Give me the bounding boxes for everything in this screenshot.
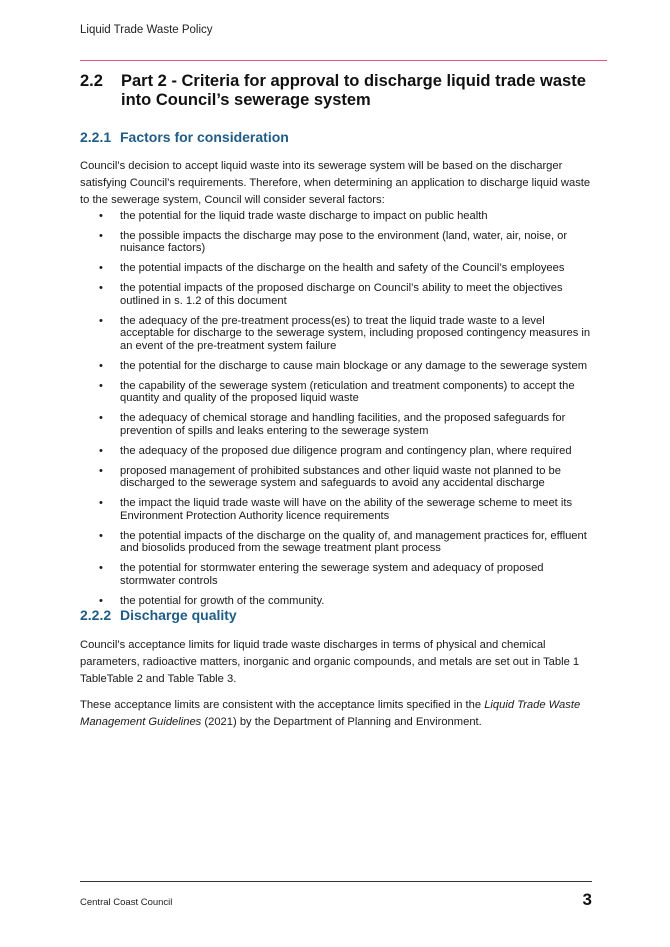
bullet-icon: • bbox=[99, 594, 103, 607]
list-item-text: the adequacy of chemical storage and handling facilities, and the proposed safeguards for prevention of spills and leaks entering to the sewerage system bbox=[120, 412, 566, 437]
list-item-text: the possible impacts the discharge may pose to the environment (land, water, air, noise, or nuisance factors) bbox=[120, 229, 568, 255]
bullet-icon: • bbox=[99, 314, 103, 327]
list-item bbox=[80, 562, 595, 587]
bullet-icon: • bbox=[99, 464, 103, 477]
bullet-icon: • bbox=[99, 262, 103, 275]
list-item-text: the potential for growth of the community. bbox=[120, 594, 325, 607]
quality-paragraph-2-end: (2021) by the Department of Planning and Environment. bbox=[201, 716, 482, 729]
list-item-text: the capability of the sewerage system (reticulation and treatment components) to accept the quantity and quality of the proposed liquid waste bbox=[120, 379, 575, 405]
bullet-icon: • bbox=[99, 529, 103, 542]
quality-heading bbox=[80, 607, 237, 623]
factors-intro: Council’s decision to accept liquid waste into its sewerage system will be based on the discharger satisfying Council’s requirements. Therefore, when determining an application to discharge liquid waste to the sewerage system, Council will consider several factors: bbox=[80, 160, 591, 207]
list-item-text: the impact the liquid trade waste will have on the ability of the sewerage scheme to meet its Environment Protection Authority licence requirements bbox=[120, 497, 573, 522]
header-divider bbox=[80, 60, 607, 61]
quality-title: Discharge quality bbox=[120, 607, 237, 623]
quality-number: 2.2.2 bbox=[80, 607, 112, 623]
section-title: Part 2 - Criteria for approval to discharge liquid trade waste into Council’s sewerage system bbox=[121, 72, 586, 109]
list-item bbox=[80, 262, 595, 275]
list-item bbox=[80, 210, 595, 223]
footer-organisation: Central Coast Council bbox=[80, 897, 173, 908]
list-item-text: the potential for stormwater entering the sewerage system and adequacy of proposed stormwater controls bbox=[120, 562, 544, 587]
quality-paragraph-2-start: These acceptance limits are consistent with the acceptance limits specified in the bbox=[80, 699, 485, 711]
bullet-icon: • bbox=[99, 562, 103, 575]
list-item bbox=[80, 595, 595, 608]
list-item-text: the potential impacts of the discharge on the health and safety of the Council’s employees bbox=[120, 262, 565, 275]
bullet-icon: • bbox=[99, 282, 103, 295]
list-item-text: the adequacy of the proposed due diligence program and contingency plan, where required bbox=[120, 444, 572, 457]
factors-heading bbox=[80, 129, 289, 145]
list-item bbox=[80, 497, 595, 522]
bullet-icon: • bbox=[99, 444, 103, 457]
bullet-icon: • bbox=[99, 229, 103, 242]
list-item-text: the potential for the discharge to cause main blockage or any damage to the sewerage system bbox=[120, 359, 588, 372]
list-item-text: the potential impacts of the discharge on the quality of, and management practices for, effluent and biosolids produced from the sewage treatment plant process bbox=[120, 529, 587, 555]
list-item-text: proposed management of prohibited substances and other liquid waste not planned to be discharged to the sewerage system and safeguards to avoid any accidental discharge bbox=[120, 464, 561, 490]
quality-paragraph-2 bbox=[80, 697, 592, 731]
factors-list bbox=[80, 210, 595, 614]
list-item bbox=[80, 412, 595, 437]
factors-number: 2.2.1 bbox=[80, 129, 112, 145]
bullet-icon: • bbox=[99, 412, 103, 425]
section-heading bbox=[80, 72, 600, 110]
footer-divider bbox=[80, 881, 592, 882]
list-item bbox=[80, 315, 595, 353]
bullet-icon: • bbox=[99, 359, 103, 372]
page-number: 3 bbox=[582, 890, 592, 909]
list-item bbox=[80, 282, 595, 307]
quality-paragraph-1: Council’s acceptance limits for liquid trade waste discharges in terms of physical and chemical parameters, radioactive matters, inorganic and organic compounds, and metals are set out in Table 1 TableTable 2 and Table Table 3. bbox=[80, 639, 580, 686]
list-item bbox=[80, 445, 595, 458]
list-item-text: the potential impacts of the proposed discharge on Council’s ability to meet the objectives outlined in s. 1.2 of this document bbox=[120, 282, 563, 307]
list-item bbox=[80, 360, 595, 373]
list-item-text: the adequacy of the pre-treatment process(es) to treat the liquid trade waste to a level acceptable for discharge to the sewerage system, including proposed contingency measures in an event of the pre-treatment system failure bbox=[120, 314, 591, 352]
factors-title: Factors for consideration bbox=[120, 129, 289, 145]
list-item bbox=[80, 380, 595, 405]
bullet-icon: • bbox=[99, 379, 103, 392]
list-item-text: the potential for the liquid trade waste discharge to impact on public health bbox=[120, 210, 488, 222]
guidelines-title: Liquid Trade Waste Management Guidelines bbox=[80, 699, 581, 729]
list-item bbox=[80, 530, 595, 555]
list-item bbox=[80, 230, 595, 255]
section-number: 2.2 bbox=[80, 72, 103, 90]
list-item bbox=[80, 465, 595, 490]
bullet-icon: • bbox=[99, 210, 103, 222]
bullet-icon: • bbox=[99, 497, 103, 510]
running-header: Liquid Trade Waste Policy bbox=[80, 24, 213, 36]
